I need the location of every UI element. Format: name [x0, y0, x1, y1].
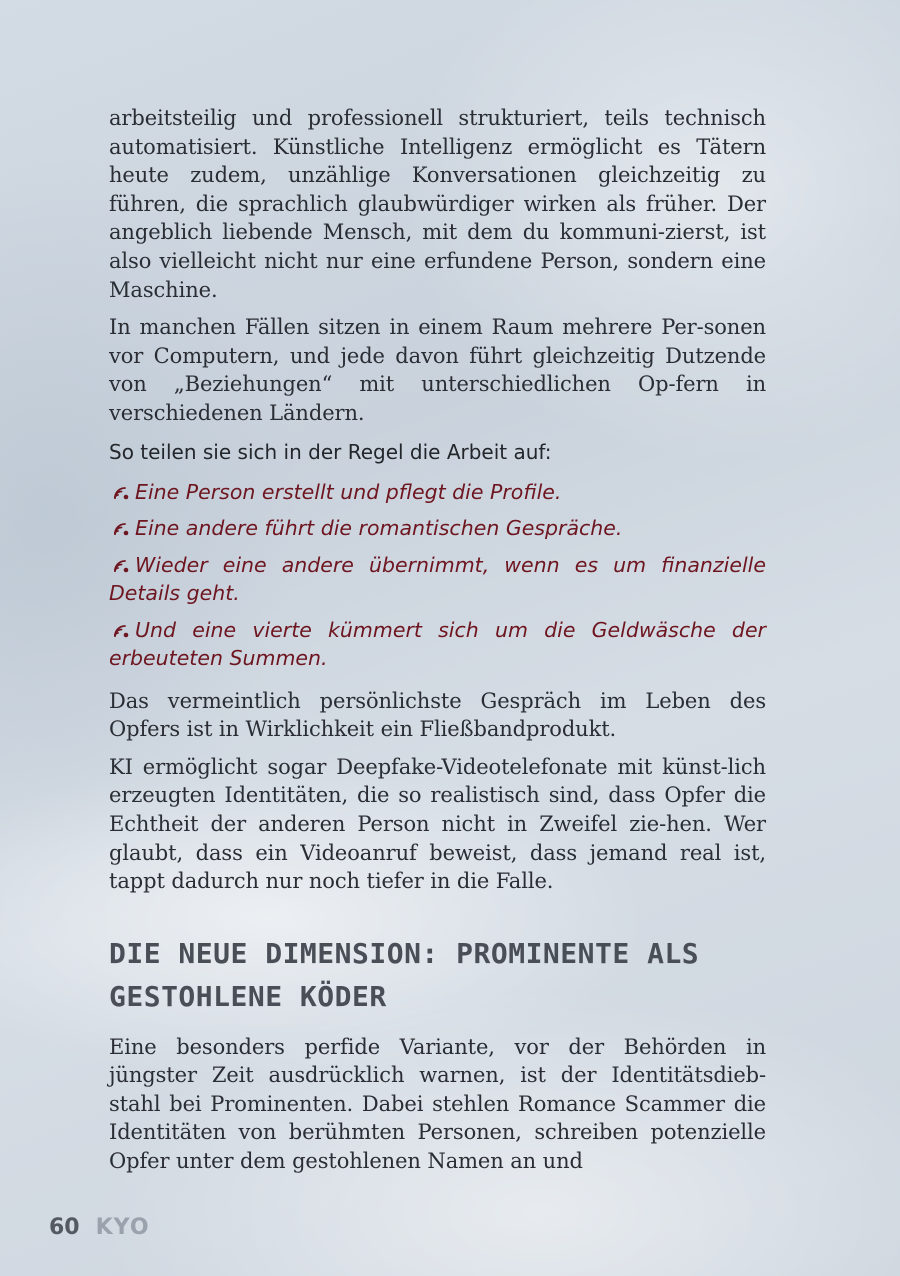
- list-item: [109, 551, 766, 608]
- page-number: 60: [49, 1215, 80, 1240]
- paragraph: Eine besonders perfide Variante, vor der Behörden in jüngster Zeit ausdrücklich warnen, ist der Identitätsdieb-stahl bei Prominenten. Dabei stehlen Romance Scammer die Identitäten von berühmten Personen, schreiben potenzielle Opfer unter dem gestohlenen Namen an und: [109, 1034, 766, 1174]
- bullet-text: Wieder eine andere übernimmt, wenn es um finanzielle Details geht.: [109, 552, 766, 606]
- bullet-list: [109, 478, 766, 673]
- signal-wave-icon: [109, 482, 135, 500]
- signal-wave-icon: [109, 518, 135, 536]
- signal-wave-icon: [109, 555, 135, 573]
- bullet-text: Eine Person erstellt und pflegt die Profile.: [135, 479, 562, 504]
- article-page: [109, 104, 766, 1176]
- paragraph: In manchen Fällen sitzen in einem Raum mehrere Per-sonen vor Computern, und jede davon führt gleichzeitig Dutzende von „Beziehungen“ mit unterschiedlichen Op-fern in verschiedenen Ländern.: [109, 315, 766, 425]
- magazine-name: KYO: [95, 1215, 150, 1240]
- section-heading: DIE NEUE DIMENSION: PROMINENTE ALS GESTOHLENE KÖDER: [109, 936, 700, 1013]
- paragraph: Das vermeintlich persönlichste Gespräch im Leben des Opfers ist in Wirklichkeit ein Fließbandprodukt.: [109, 688, 766, 742]
- bullet-text: Und eine vierte kümmert sich um die Geldwäsche der erbeuteten Summen.: [109, 617, 766, 671]
- list-item: [109, 478, 766, 507]
- paragraph: KI ermöglicht sogar Deepfake-Videotelefonate mit künst-lich erzeugten Identitäten, die so realistisch sind, dass Opfer die Echtheit der anderen Person nicht in Zweifel zie-hen. Wer glaubt, dass ein Videoanruf beweist, dass jemand real ist, tappt dadurch nur noch tiefer in die Falle.: [109, 754, 766, 894]
- list-lead: So teilen sie sich in der Regel die Arbeit auf:: [109, 439, 552, 464]
- bullet-text: Eine andere führt die romantischen Gespräche.: [135, 516, 623, 541]
- page-footer: [49, 1215, 150, 1240]
- list-item: [109, 514, 766, 543]
- list-item: [109, 616, 766, 673]
- signal-wave-icon: [109, 620, 135, 638]
- paragraph: arbeitsteilig und professionell strukturiert, teils technisch automatisiert. Künstliche Intelligenz ermöglicht es Tätern heute zudem, unzählige Konversationen gleichzeitig zu führen, die sprachlich glaubwürdiger wirken als früher. Der angeblich liebende Mensch, mit dem du kommuni-zierst, ist also vielleicht nicht nur eine erfundene Person, sondern eine Maschine.: [109, 106, 766, 302]
